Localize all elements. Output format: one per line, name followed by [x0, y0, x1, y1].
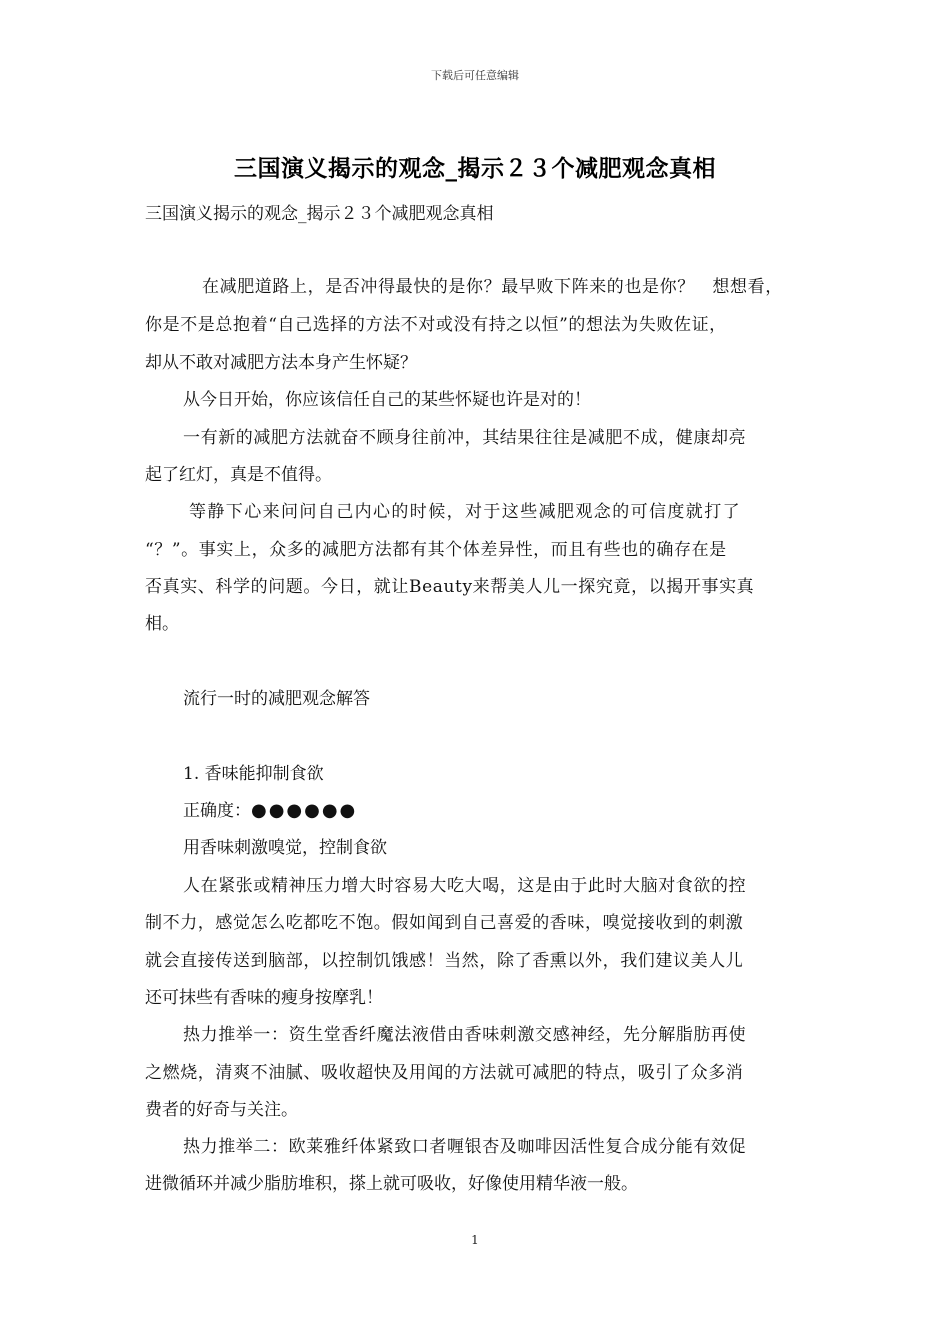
rating-row — [183, 800, 357, 822]
rating-dots: ●●●●●● — [251, 800, 358, 821]
paragraph-line: 制不力，感觉怎么吃都吃不饱。假如闻到自己喜爱的香味，嗅觉接收到的刺激 — [145, 913, 744, 933]
paragraph-line: 否真实、科学的问题。今日，就让Beauty来帮美人儿一探究竟，以揭开事实真 — [145, 577, 755, 597]
paragraph-line: 相。 — [145, 614, 179, 634]
document-subtitle: 三国演义揭示的观念_揭示２３个减肥观念真相 — [145, 204, 494, 224]
list-item-title: 1. 香味能抑制食欲 — [183, 764, 324, 784]
paragraph-line: 之燃烧，清爽不油腻、吸收超快及用闻的方法就可减肥的特点，吸引了众多消 — [145, 1063, 744, 1083]
paragraph-line: 就会直接传送到脑部，以控制饥饿感！当然，除了香熏以外，我们建议美人儿 — [145, 951, 744, 971]
page-number: 1 — [471, 1233, 479, 1247]
section-heading: 流行一时的减肥观念解答 — [183, 689, 370, 709]
paragraph-line: 在减肥道路上，是否冲得最快的是你？最早败下阵来的也是你？ 想想看， — [202, 277, 783, 297]
paragraph-line: 进微循环并减少脂肪堆积，搽上就可吸收，好像使用精华液一般。 — [145, 1174, 638, 1194]
paragraph-line: 一有新的减肥方法就奋不顾身往前冲，其结果往往是减肥不成，健康却亮 — [183, 428, 747, 448]
paragraph-line: 费者的好奇与关注。 — [145, 1100, 298, 1120]
paragraph-line: “？”。事实上，众多的减肥方法都有其个体差异性，而且有些也的确存在是 — [145, 540, 727, 560]
page-header-note: 下载后可任意编辑 — [431, 69, 519, 82]
rating-label: 正确度： — [183, 801, 251, 821]
paragraph-line: 人在紧张或精神压力增大时容易大吃大喝，这是由于此时大脑对食欲的控 — [183, 876, 747, 896]
paragraph-line: 却从不敢对减肥方法本身产生怀疑？ — [145, 353, 417, 373]
paragraph-line: 热力推举一：资生堂香纤魔法液借由香味刺激交感神经，先分解脂肪再使 — [183, 1025, 747, 1045]
paragraph-line: 还可抹些有香味的瘦身按摩乳！ — [145, 988, 383, 1008]
paragraph-line: 起了红灯，真是不值得。 — [145, 465, 332, 485]
paragraph-line: 你是不是总抱着“自己选择的方法不对或没有持之以恒”的想法为失败佐证， — [145, 315, 727, 335]
paragraph-line: 热力推举二：欧莱雅纤体紧致口者喱银杏及咖啡因活性复合成分能有效促 — [183, 1137, 747, 1157]
paragraph-line: 等静下心来问问自己内心的时候，对于这些减肥观念的可信度就打了 — [189, 502, 741, 522]
paragraph-line: 从今日开始，你应该信任自己的某些怀疑也许是对的！ — [183, 390, 591, 410]
document-title: 三国演义揭示的观念_揭示２３个减肥观念真相 — [234, 155, 716, 182]
list-item-subtitle: 用香味刺激嗅觉，控制食欲 — [183, 838, 387, 858]
